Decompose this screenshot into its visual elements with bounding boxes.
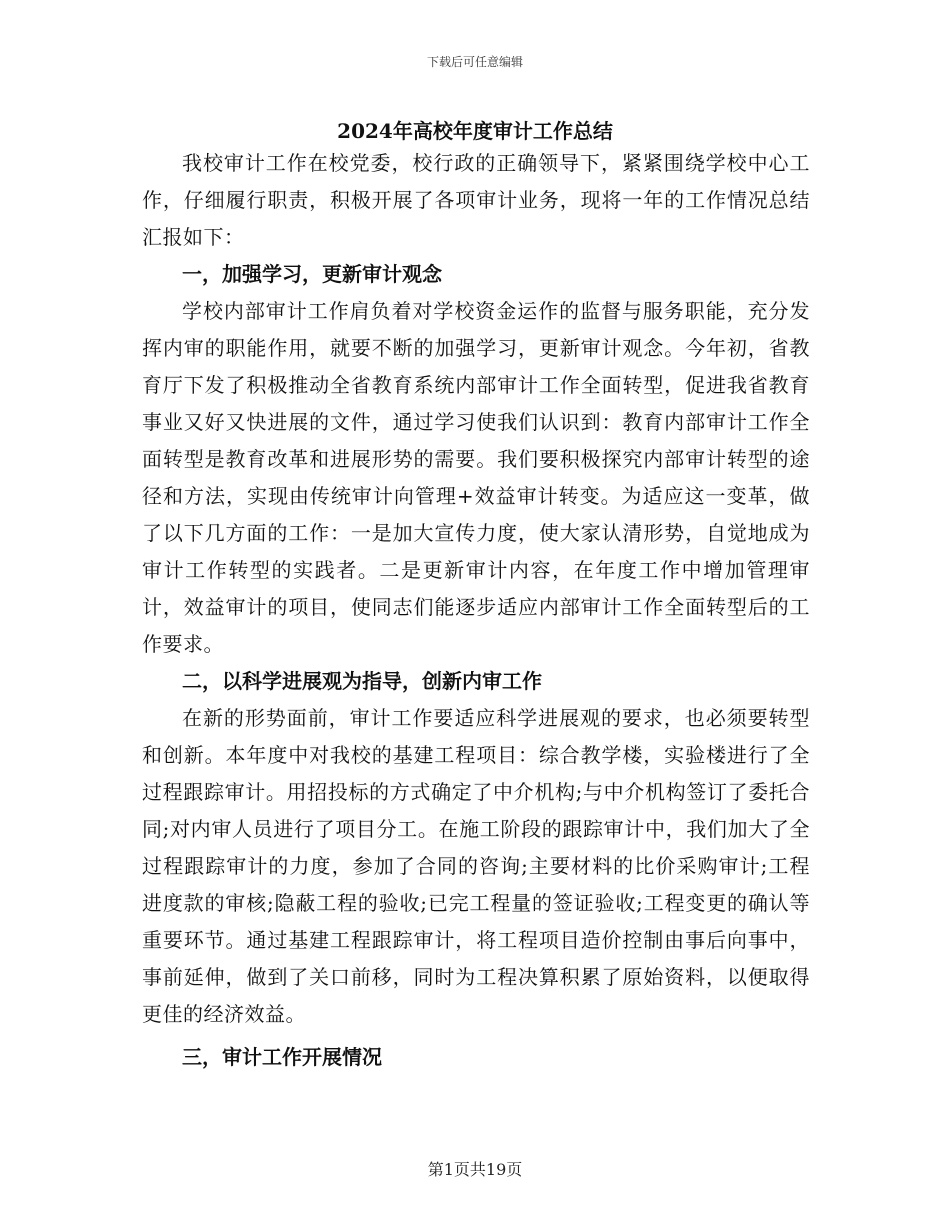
document-body <box>142 145 810 1076</box>
section-heading-1: 一，加强学习，更新审计观念 <box>182 262 442 286</box>
page-number-footer: 第1页共19页 <box>427 1160 523 1179</box>
section-heading-2: 二，以科学进展观为指导，创新内审工作 <box>182 669 542 693</box>
document-title: 2024年高校年度审计工作总结 <box>337 119 613 143</box>
intro-paragraph: 我校审计工作在校党委，校行政的正确领导下，紧紧围绕学校中心工作，仔细履行职责，积极开展了各项审计业务，现将一年的工作情况总结汇报如下： <box>142 151 810 249</box>
header-note: 下载后可任意编辑 <box>426 55 523 69</box>
section-heading-3: 三，审计工作开展情况 <box>182 1045 382 1069</box>
section-1-paragraph: 学校内部审计工作肩负着对学校资金运作的监督与服务职能，充分发挥内审的职能作用，就要不断的加强学习，更新审计观念。今年初，省教育厅下发了积极推动全省教育系统内部审计工作全面转型，促进我省教育事业又好又快进展的文件，通过学习使我们认识到：教育内部审计工作全面转型是教育改革和进展形势的需要。我们要积极探究内部审计转型的途径和方法，实现由传统审计向管理+效益审计转变。为适应这一变革，做了以下几方面的工作：一是加大宣传力度，使大家认清形势，自觉地成为审计工作转型的实践者。二是更新审计内容，在年度工作中增加管理审计，效益审计的项目，使同志们能逐步适应内部审计工作全面转型后的工作要求。 <box>142 299 810 656</box>
section-2-paragraph: 在新的形势面前，审计工作要适应科学进展观的要求，也必须要转型和创新。本年度中对我校的基建工程项目：综合教学楼，实验楼进行了全过程跟踪审计。用招投标的方式确定了中介机构;与中介机构签订了委托合同;对内审人员进行了项目分工。在施工阶段的跟踪审计中，我们加大了全过程跟踪审计的力度，参加了合同的咨询;主要材料的比价采购审计;工程进度款的审核;隐蔽工程的验收;已完工程量的签证验收;工程变更的确认等重要环节。通过基建工程跟踪审计，将工程项目造价控制由事后向事中，事前延伸，做到了关口前移，同时为工程决算积累了原始资料，以便取得更佳的经济效益。 <box>142 706 810 1026</box>
